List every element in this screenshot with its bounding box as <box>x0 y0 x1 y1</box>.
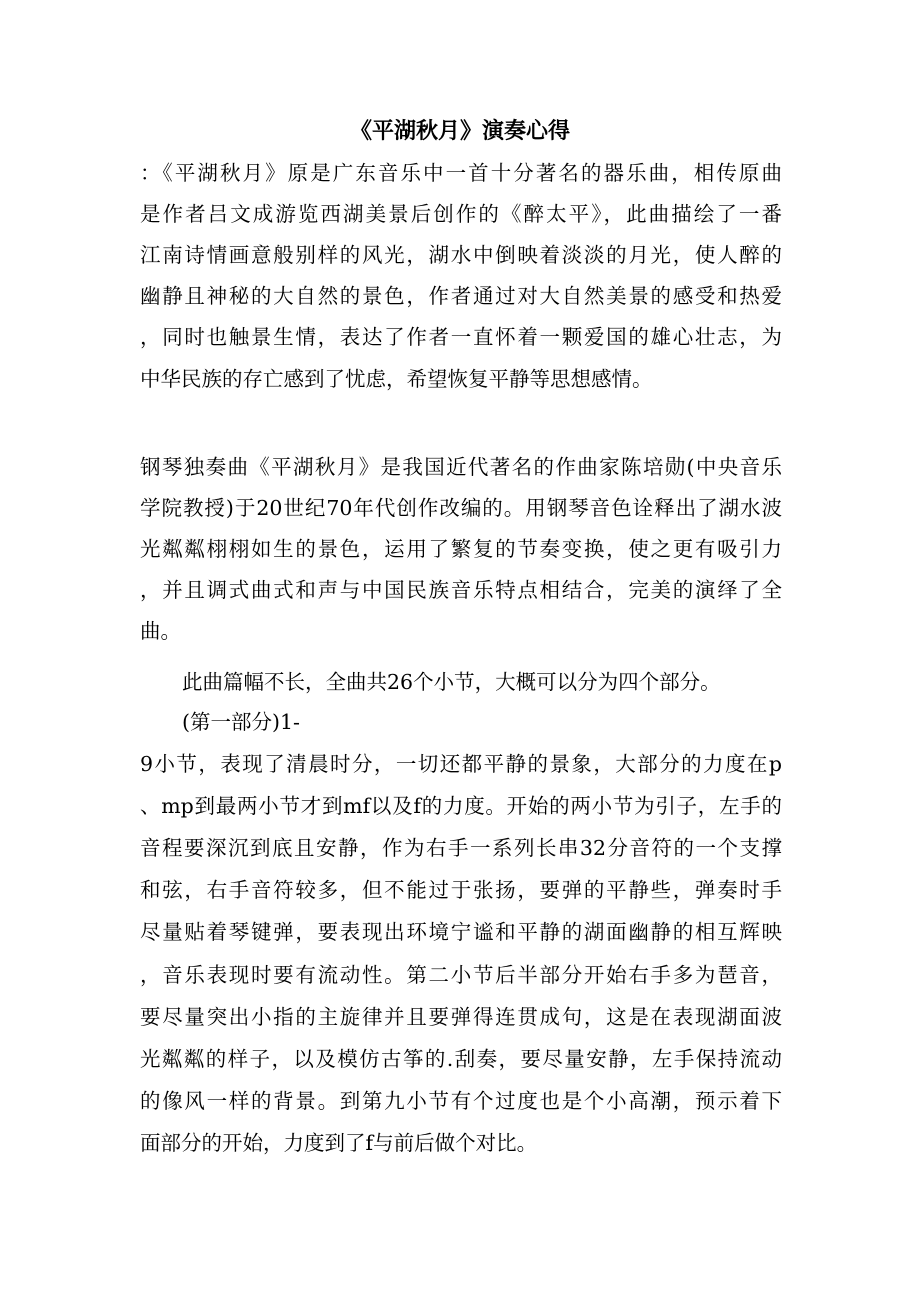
text-line: 曲。 <box>140 619 181 643</box>
text-line: ：《平湖秋月》原是广东音乐中一首十分著名的器乐曲，相传原曲 <box>140 161 782 185</box>
text-line: 的像风一样的背景。到第九小节有个过度也是个小高潮，预示着下 <box>140 1089 782 1113</box>
text-line: 钢琴独奏曲《平湖秋月》是我国近代著名的作曲家陈培勋(中央音乐 <box>140 455 782 479</box>
text-line: 光粼粼的样子，以及模仿古筝的.刮奏，要尽量安静，左手保持流动 <box>140 1047 782 1071</box>
text-line: ，同时也触景生情，表达了作者一直怀着一颗爱国的雄心壮志，为 <box>140 325 782 349</box>
document-title: 《平湖秋月》演奏心得 <box>349 119 570 144</box>
text-line: ，音乐表现时要有流动性。第二小节后半部分开始右手多为琶音， <box>140 963 782 987</box>
text-line: 9小节，表现了清晨时分，一切还都平静的景象，大部分的力度在p <box>140 752 782 776</box>
text-line: 、mp到最两小节才到mf以及f的力度。开始的两小节为引子，左手的 <box>140 794 782 818</box>
text-line: 幽静且神秘的大自然的景色，作者通过对大自然美景的感受和热爱 <box>140 284 782 308</box>
text-line: 音程要深沉到底且安静，作为右手一系列长串32分音符的一个支撑 <box>140 836 782 860</box>
text-line: 面部分的开始，力度到了f与前后做个对比。 <box>140 1131 538 1155</box>
text-line: 江南诗情画意般别样的风光，湖水中倒映着淡淡的月光，使人醉的 <box>140 243 782 267</box>
text-line: 学院教授)于20世纪70年代创作改编的。用钢琴音色诠释出了湖水波 <box>140 496 782 520</box>
paragraph-structure: 此曲篇幅不长，全曲共26个小节，大概可以分为四个部分。 <box>182 670 721 694</box>
text-line: ，并且调式曲式和声与中国民族音乐特点相结合，完美的演绎了全 <box>140 578 782 602</box>
text-line: 光粼粼栩栩如生的景色，运用了繁复的节奏变换，使之更有吸引力 <box>140 537 782 561</box>
text-line: 是作者吕文成游览西湖美景后创作的《醉太平》，此曲描绘了一番 <box>140 202 782 226</box>
text-line: 尽量贴着琴键弹，要表现出环境宁谧和平静的湖面幽静的相互辉映 <box>140 920 782 944</box>
text-line: 中华民族的存亡感到了忧虑，希望恢复平静等思想感情。 <box>140 367 653 391</box>
text-line: 要尽量突出小指的主旋律并且要弹得连贯成句，这是在表现湖面波 <box>140 1005 782 1029</box>
section-heading-part-one: (第一部分)1- <box>182 710 300 734</box>
text-line: 和弦，右手音符较多，但不能过于张扬，要弹的平静些，弹奏时手 <box>140 878 782 902</box>
